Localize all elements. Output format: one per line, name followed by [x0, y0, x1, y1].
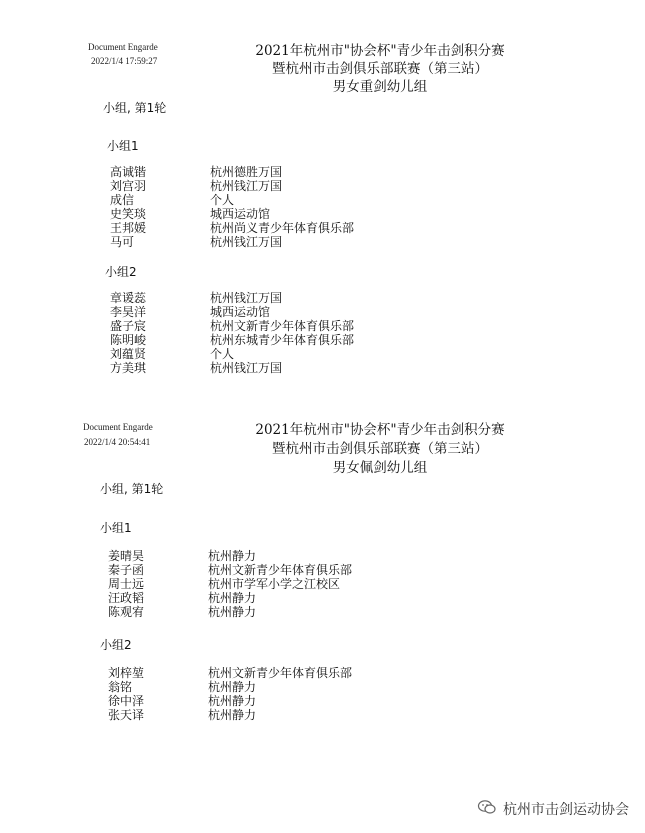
club-name: 杭州静力 [208, 694, 257, 708]
watermark [477, 799, 629, 819]
fencer-name: 周士远 [108, 577, 145, 591]
fencer-name: 方美琪 [110, 361, 147, 375]
club-name: 杭州文新青少年体育俱乐部 [208, 666, 353, 680]
club-name: 杭州钱江万国 [210, 291, 283, 305]
club-name: 城西运动馆 [210, 207, 271, 221]
doc1-round-label: 小组, 第1轮 [103, 101, 167, 115]
fencer-name: 汪政韬 [108, 591, 145, 605]
doc1-timestamp: 2022/1/4 17:59:27 [91, 56, 158, 66]
club-name: 杭州尚义青少年体育俱乐部 [210, 221, 355, 235]
fencer-name: 高诚锴 [110, 165, 147, 179]
doc2-title-line-2: 暨杭州市击剑俱乐部联赛（第三站） [272, 441, 488, 457]
doc2-timestamp: 2022/1/4 20:54:41 [84, 437, 151, 447]
fencer-name: 徐中泽 [108, 694, 145, 708]
fencer-name: 李昊洋 [110, 305, 147, 319]
doc1-title-line-1: 2021年杭州市"协会杯"青少年击剑积分赛 [255, 43, 505, 59]
fencer-name: 张天译 [108, 708, 145, 722]
doc2-group1-title: 小组1 [100, 521, 132, 535]
club-name: 杭州市学军小学之江校区 [208, 577, 341, 591]
fencer-name: 成信 [110, 193, 135, 207]
watermark-text: 杭州市击剑运动协会 [503, 802, 629, 818]
club-name: 杭州静力 [208, 591, 257, 605]
club-name: 杭州德胜万国 [210, 165, 283, 179]
club-name: 杭州静力 [208, 605, 257, 619]
doc1-title-line-2: 暨杭州市击剑俱乐部联赛（第三站） [272, 61, 488, 77]
doc2-source: Document Engarde [83, 422, 153, 432]
fencer-name: 章谖蕊 [110, 291, 147, 305]
fencer-name: 王邦媛 [110, 221, 147, 235]
doc2-title-line-3: 男女佩剑幼儿组 [332, 460, 428, 476]
club-name: 杭州文新青少年体育俱乐部 [208, 563, 353, 577]
fencer-name: 刘梓堃 [108, 666, 145, 680]
doc1-title-line-3: 男女重剑幼儿组 [332, 79, 428, 95]
doc1-group1-title: 小组1 [107, 139, 139, 153]
fencer-name: 陈明峻 [110, 333, 147, 347]
club-name: 个人 [210, 193, 235, 207]
fencer-name: 马可 [110, 235, 135, 249]
club-name: 杭州文新青少年体育俱乐部 [210, 319, 355, 333]
doc2-group2-title: 小组2 [100, 638, 132, 652]
fencer-name: 秦子函 [108, 563, 145, 577]
club-name: 城西运动馆 [210, 305, 271, 319]
fencer-name: 翁铭 [108, 680, 133, 694]
club-name: 杭州静力 [208, 708, 257, 722]
doc1-group2-title: 小组2 [105, 265, 137, 279]
fencer-name: 盛子宸 [110, 319, 147, 333]
club-name: 个人 [210, 347, 235, 361]
doc1-source: Document Engarde [88, 42, 158, 52]
fencer-name: 刘蕴贤 [110, 347, 147, 361]
club-name: 杭州钱江万国 [210, 361, 283, 375]
club-name: 杭州静力 [208, 680, 257, 694]
club-name: 杭州静力 [208, 549, 257, 563]
wechat-icon [477, 799, 497, 819]
fencer-name: 史笑琰 [110, 207, 147, 221]
fencer-name: 陈观宥 [108, 605, 145, 619]
club-name: 杭州东城青少年体育俱乐部 [210, 333, 355, 347]
fencer-name: 姜晴昊 [108, 549, 145, 563]
doc2-title-line-1: 2021年杭州市"协会杯"青少年击剑积分赛 [255, 422, 505, 438]
club-name: 杭州钱江万国 [210, 179, 283, 193]
doc2-round-label: 小组, 第1轮 [100, 482, 164, 496]
fencer-name: 刘宫羽 [110, 179, 147, 193]
club-name: 杭州钱江万国 [210, 235, 283, 249]
